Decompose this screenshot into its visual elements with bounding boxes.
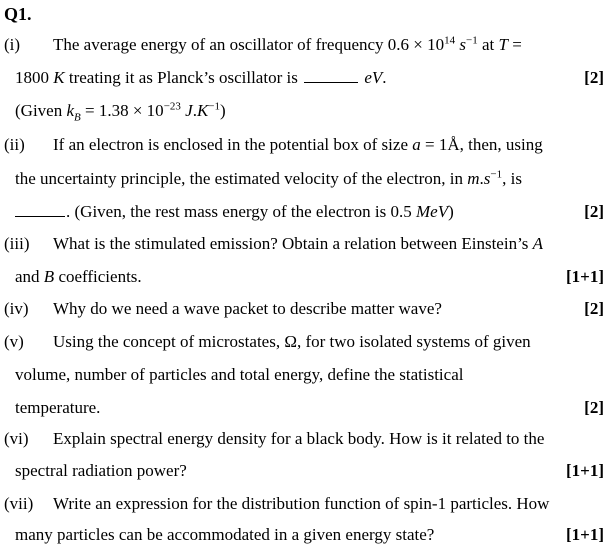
question-text: Write an expression for the distribution function of spin-1 particles. How	[53, 494, 550, 513]
question-text: volume, number of particles and total energy, define the statistical	[15, 365, 464, 384]
question-vii-line-2	[0, 525, 609, 555]
question-i-line-2	[0, 68, 609, 98]
question-i-line-3	[0, 101, 609, 131]
question-vi-line-1	[0, 429, 609, 459]
question-ii-line-2	[0, 169, 609, 199]
question-number: (vii)	[4, 494, 34, 513]
question-number: (vi)	[4, 429, 29, 448]
question-text: spectral radiation power?	[15, 461, 187, 480]
marks-label: [2]	[584, 299, 604, 318]
question-number: (iv)	[4, 299, 29, 318]
question-i-line-1	[0, 35, 609, 65]
question-vii-line-1	[0, 494, 609, 524]
question-heading: Q1.	[4, 4, 32, 24]
question-v-line-2	[0, 365, 609, 395]
question-iii-line-2	[0, 267, 609, 297]
marks-label: [1+1]	[565, 525, 604, 544]
marks-label: [1+1]	[565, 267, 604, 286]
question-number: (ii)	[4, 135, 25, 154]
answer-blank	[15, 202, 65, 217]
answer-blank	[304, 68, 358, 83]
question-iii-line-1	[0, 234, 609, 264]
question-text: Using the concept of microstates, Ω, for two isolated systems of given	[53, 332, 531, 351]
question-iv-line-1	[0, 299, 609, 329]
question-number: (v)	[4, 332, 24, 351]
question-text: many particles can be accommodated in a given energy state?	[15, 525, 435, 544]
question-text: What is the stimulated emission? Obtain a relation between Einstein’s A	[53, 234, 544, 253]
marks-label: [2]	[584, 398, 604, 417]
question-ii-line-3	[0, 202, 609, 232]
question-text: The average energy of an oscillator of frequency $0.6 \times 10^{14}$ $s^{-1}$ at T =	[53, 34, 522, 54]
question-text: If an electron is enclosed in the potential box of size a = 1Å, then, using	[53, 135, 543, 154]
question-ii-line-1	[0, 135, 609, 165]
marks-label: [2]	[584, 202, 604, 221]
question-number: (i)	[4, 35, 21, 54]
marks-label: [2]	[584, 68, 604, 87]
question-v-line-3	[0, 398, 609, 428]
marks-label: [1+1]	[565, 461, 604, 480]
question-text: the uncertainty principle, the estimated velocity of the electron, in $m.s^{-1}$, is	[15, 168, 522, 188]
question-text: . (Given, the rest mass energy of the electron is 0.5 MeV)	[15, 202, 454, 222]
question-text: Why do we need a wave packet to describe matter wave?	[53, 299, 442, 318]
question-v-line-1	[0, 332, 609, 362]
question-text: and B coefficients.	[15, 267, 142, 286]
question-number: (iii)	[4, 234, 30, 253]
question-text: Explain spectral energy density for a black body. How is it related to the	[53, 429, 545, 448]
question-text: 1800 K treating it as Planck’s oscillator is eV.	[15, 68, 387, 87]
question-text: temperature.	[15, 398, 101, 417]
question-vi-line-2	[0, 461, 609, 491]
question-text: (Given $k_B = 1.38 \times 10^{-23}$ $J.K^{-1}$)	[15, 100, 226, 124]
